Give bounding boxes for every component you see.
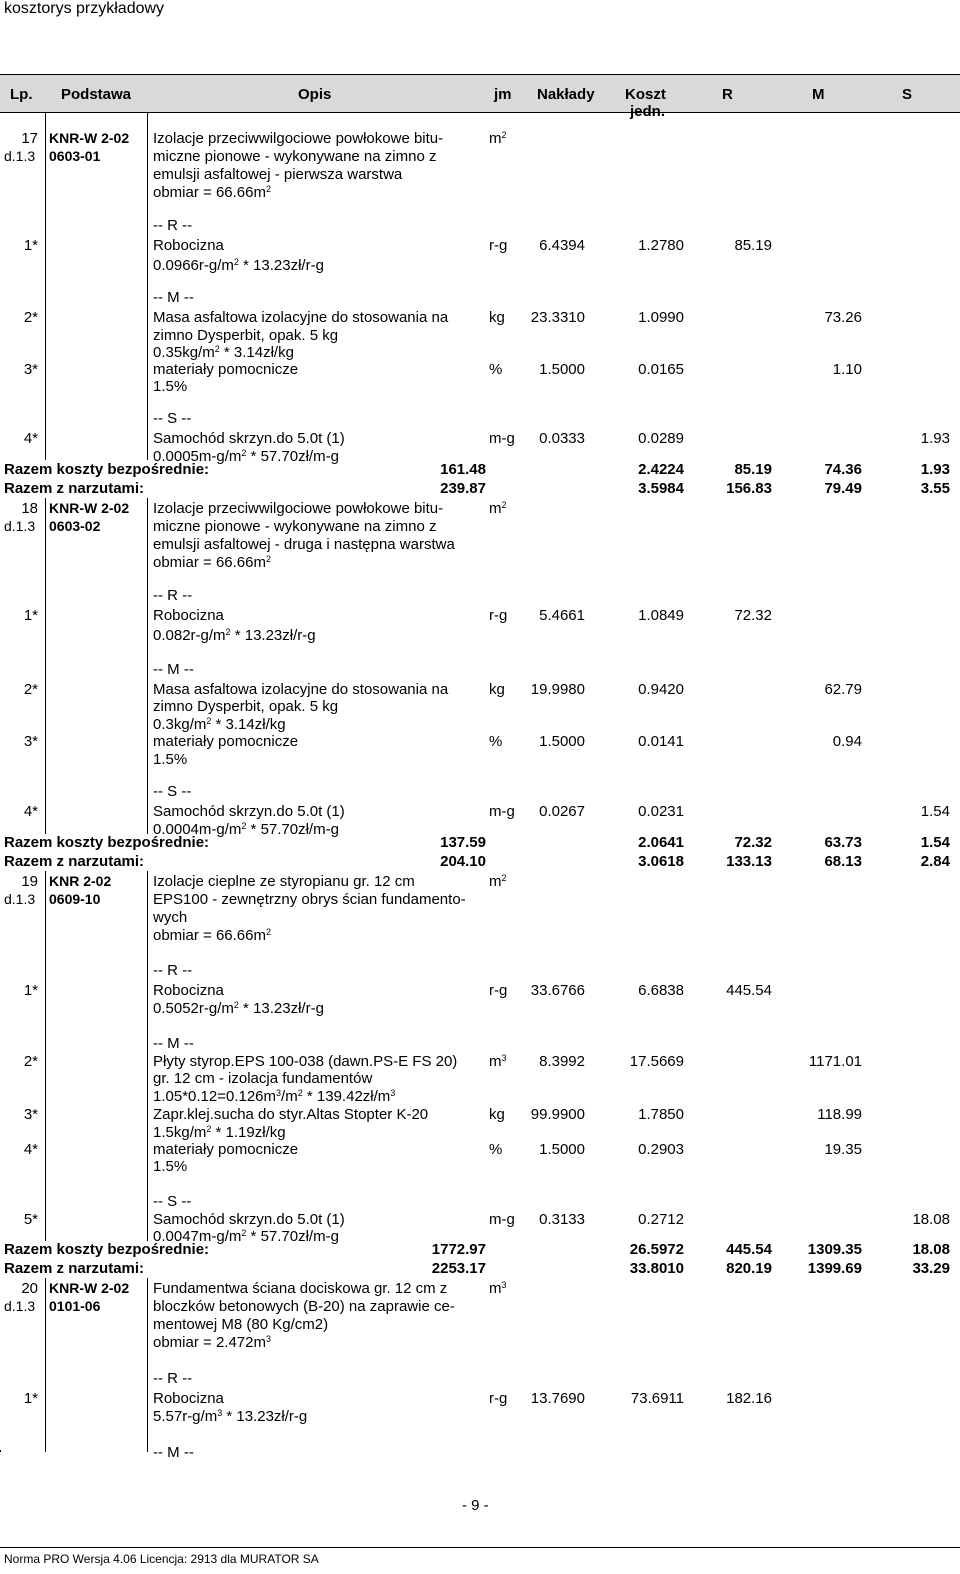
column-divider xyxy=(45,1278,46,1452)
resource-unit-cost: 1.0990 xyxy=(638,309,684,326)
summary-total: 204.10 xyxy=(440,853,486,870)
summary-labour: 133.13 xyxy=(726,853,772,870)
resource-unit-cost: 6.6838 xyxy=(638,982,684,999)
resource-number: 2* xyxy=(23,1053,38,1070)
resource-quantity: 1.5000 xyxy=(539,1141,585,1158)
resource-quantity: 0.0333 xyxy=(539,430,585,447)
header-m: M xyxy=(812,86,825,103)
position-chapter: d.1.3 xyxy=(4,1298,36,1314)
header-naklady: Nakłady xyxy=(537,86,595,103)
resource-unit: kg xyxy=(489,681,505,698)
summary-equipment: 1.54 xyxy=(920,834,950,851)
resource-equipment-value: 18.08 xyxy=(912,1211,950,1228)
summary-unit-cost: 33.8010 xyxy=(629,1260,684,1277)
resource-quantity: 23.3310 xyxy=(530,309,585,326)
resource-description: Zapr.klej.sucha do styr.Altas Stopter K-20 xyxy=(153,1106,429,1123)
resource-description: -- M -- xyxy=(153,661,194,678)
resource-quantity: 0.3133 xyxy=(539,1211,585,1228)
position-description-line: emulsji asfaltowej - pierwsza warstwa xyxy=(153,166,403,183)
summary-material: 79.49 xyxy=(824,480,862,497)
resource-description: Robocizna xyxy=(153,1390,224,1407)
resource-description: $0.0005m-g/m^2$ * 57.70zł/m-g xyxy=(153,448,339,465)
resource-unit: r-g xyxy=(489,237,508,254)
resource-description: -- R -- xyxy=(153,962,193,979)
header-top-border xyxy=(0,74,960,75)
resource-number: 2* xyxy=(23,681,38,698)
position-basis-table: 0603-02 xyxy=(49,518,101,534)
position-chapter: d.1.3 xyxy=(4,891,36,907)
position-number: 18 xyxy=(21,500,38,517)
position-description-line: miczne pionowe - wykonywane na zimno z xyxy=(153,518,437,535)
summary-total: 137.59 xyxy=(440,834,486,851)
resource-unit-cost: 0.9420 xyxy=(638,681,684,698)
position-description-line: Fundamentwa ściana dociskowa gr. 12 cm z xyxy=(153,1280,448,1297)
resource-quantity: 8.3992 xyxy=(539,1053,585,1070)
summary-label: Razem z narzutami: xyxy=(4,480,145,497)
resource-description: -- M -- xyxy=(153,1444,194,1461)
position-description-line: obmiar = $66.66m^2$ xyxy=(153,554,271,571)
column-divider xyxy=(147,112,148,460)
header-s: S xyxy=(902,86,913,103)
resource-description: $1.05*0.12=0.126m^3/m^2$ * $139.42zł/m^3$ xyxy=(153,1088,396,1105)
position-description-line: Izolacje cieplne ze styropianu gr. 12 cm xyxy=(153,873,415,890)
resource-unit-cost: 17.5669 xyxy=(629,1053,684,1070)
resource-description: Samochód skrzyn.do 5.0t (1) xyxy=(153,803,345,820)
resource-description: -- S -- xyxy=(153,410,192,427)
column-divider xyxy=(45,498,46,834)
resource-equipment-value: 1.93 xyxy=(920,430,950,447)
position-chapter: d.1.3 xyxy=(4,518,36,534)
resource-description: zimno Dysperbit, opak. 5 kg xyxy=(153,327,339,344)
summary-unit-cost: 3.5984 xyxy=(638,480,684,497)
column-divider xyxy=(147,871,148,1241)
resource-description: Robocizna xyxy=(153,982,224,999)
position-description-line: obmiar = $66.66m^2$ xyxy=(153,927,271,944)
resource-material-value: 1.10 xyxy=(832,361,862,378)
table-end-mark xyxy=(0,1450,1,1452)
position-basis-catalog: KNR-W 2-02 xyxy=(49,1280,130,1296)
resource-unit-cost: 0.0289 xyxy=(638,430,684,447)
resource-quantity: 1.5000 xyxy=(539,733,585,750)
position-basis-catalog: KNR-W 2-02 xyxy=(49,130,130,146)
resource-unit-cost: 1.2780 xyxy=(638,237,684,254)
position-description-line: bloczków betonowych (B-20) na zaprawie ce- xyxy=(153,1298,455,1315)
summary-unit-cost: 2.0641 xyxy=(638,834,684,851)
footer-rule xyxy=(0,1547,960,1548)
resource-labour-value: 85.19 xyxy=(734,237,772,254)
summary-material: 63.73 xyxy=(824,834,862,851)
resource-description: Robocizna xyxy=(153,607,224,624)
resource-description: $0.0047m-g/m^2$ * 57.70zł/m-g xyxy=(153,1228,339,1245)
resource-unit-cost: 73.6911 xyxy=(630,1390,684,1407)
summary-material: 74.36 xyxy=(824,461,862,478)
position-description-line: obmiar = $2.472m^3$ xyxy=(153,1334,271,1351)
summary-equipment: 1.93 xyxy=(920,461,950,478)
resource-number: 4* xyxy=(23,803,38,820)
summary-material: 1309.35 xyxy=(807,1241,862,1258)
summary-labour: 72.32 xyxy=(734,834,772,851)
position-unit: $m^2$ xyxy=(489,130,507,147)
resource-unit-cost: 0.0141 xyxy=(638,733,684,750)
resource-unit: r-g xyxy=(489,982,508,999)
summary-label: Razem z narzutami: xyxy=(4,1260,145,1277)
resource-number: 1* xyxy=(23,607,38,624)
header-opis: Opis xyxy=(298,86,332,103)
header-koszt: Koszt xyxy=(625,86,666,103)
resource-number: 3* xyxy=(23,361,38,378)
resource-unit-cost: 0.0165 xyxy=(638,361,684,378)
resource-description: 1.5% xyxy=(153,751,188,768)
summary-equipment: 2.84 xyxy=(920,853,950,870)
summary-material: 68.13 xyxy=(824,853,862,870)
resource-labour-value: 72.32 xyxy=(734,607,772,624)
position-basis-catalog: KNR-W 2-02 xyxy=(49,500,130,516)
summary-total: 1772.97 xyxy=(431,1241,486,1258)
resource-equipment-value: 1.54 xyxy=(920,803,950,820)
summary-material: 1399.69 xyxy=(807,1260,862,1277)
column-divider xyxy=(45,112,46,460)
position-basis-table: 0101-06 xyxy=(49,1298,101,1314)
resource-unit: m-g xyxy=(489,430,515,447)
position-description-line: obmiar = $66.66m^2$ xyxy=(153,184,271,201)
resource-description: -- M -- xyxy=(153,289,194,306)
summary-total: 239.87 xyxy=(440,480,486,497)
header-r: R xyxy=(722,86,733,103)
resource-description: $0.3kg/m^2$ * 3.14zł/kg xyxy=(153,716,286,733)
column-divider xyxy=(147,498,148,834)
resource-description: $0.0004m-g/m^2$ * 57.70zł/m-g xyxy=(153,821,339,838)
resource-material-value: 73.26 xyxy=(824,309,862,326)
resource-quantity: 1.5000 xyxy=(539,361,585,378)
summary-labour: 445.54 xyxy=(726,1241,772,1258)
position-description-line: wych xyxy=(153,909,188,926)
summary-equipment: 3.55 xyxy=(920,480,950,497)
summary-unit-cost: 3.0618 xyxy=(638,853,684,870)
position-description-line: mentowej M8 (80 Kg/cm2) xyxy=(153,1316,329,1333)
resource-quantity: 33.6766 xyxy=(530,982,585,999)
resource-material-value: 0.94 xyxy=(832,733,862,750)
resource-description: $1.5kg/m^2$ * 1.19zł/kg xyxy=(153,1124,286,1141)
resource-number: 2* xyxy=(23,309,38,326)
resource-material-value: 62.79 xyxy=(824,681,862,698)
resource-description: materiały pomocnicze xyxy=(153,361,299,378)
page-number: - 9 - xyxy=(462,1497,489,1514)
resource-unit-cost: 0.2903 xyxy=(638,1141,684,1158)
summary-labour: 156.83 xyxy=(726,480,772,497)
position-description-line: Izolacje przeciwwilgociowe powłokowe bitu- xyxy=(153,500,444,517)
resource-description: materiały pomocnicze xyxy=(153,733,299,750)
resource-unit: m-g xyxy=(489,803,515,820)
resource-description: materiały pomocnicze xyxy=(153,1141,299,1158)
resource-description: $0.5052r-g/m^2$ * 13.23zł/r-g xyxy=(153,1000,324,1017)
position-basis-table: 0609-10 xyxy=(49,891,101,907)
resource-number: 3* xyxy=(23,1106,38,1123)
resource-description: Masa asfaltowa izolacyjne do stosowania na xyxy=(153,309,449,326)
resource-description: $0.0966r-g/m^2$ * 13.23zł/r-g xyxy=(153,257,324,274)
header-bottom-border xyxy=(0,112,960,113)
resource-description: Samochód skrzyn.do 5.0t (1) xyxy=(153,1211,345,1228)
resource-quantity: 13.7690 xyxy=(530,1390,585,1407)
resource-number: 1* xyxy=(23,982,38,999)
summary-unit-cost: 26.5972 xyxy=(629,1241,684,1258)
resource-material-value: 118.99 xyxy=(817,1106,862,1123)
resource-quantity: 19.9980 xyxy=(530,681,585,698)
summary-equipment: 18.08 xyxy=(912,1241,950,1258)
resource-description: -- R -- xyxy=(153,587,193,604)
resource-description: -- R -- xyxy=(153,1370,193,1387)
resource-number: 4* xyxy=(23,430,38,447)
resource-unit: $m^3$ xyxy=(489,1053,507,1070)
resource-unit: % xyxy=(489,1141,503,1158)
summary-label: Razem z narzutami: xyxy=(4,853,145,870)
resource-description: Masa asfaltowa izolacyjne do stosowania na xyxy=(153,681,449,698)
resource-number: 5* xyxy=(23,1211,38,1228)
header-jm: jm xyxy=(494,86,512,103)
resource-description: gr. 12 cm - izolacja fundamentów xyxy=(153,1070,373,1087)
column-divider xyxy=(45,871,46,1241)
summary-total: 2253.17 xyxy=(431,1260,486,1277)
position-number: 19 xyxy=(21,873,38,890)
resource-unit: r-g xyxy=(489,607,508,624)
summary-equipment: 33.29 xyxy=(912,1260,950,1277)
header-koszt-jedn: jedn. xyxy=(630,103,666,120)
resource-unit: kg xyxy=(489,309,505,326)
resource-unit-cost: 1.0849 xyxy=(638,607,684,624)
position-number: 17 xyxy=(21,130,38,147)
summary-label: Razem koszty bezpośrednie: xyxy=(4,834,210,851)
position-basis-table: 0603-01 xyxy=(49,148,101,164)
resource-quantity: 99.9900 xyxy=(530,1106,585,1123)
resource-number: 1* xyxy=(23,1390,38,1407)
resource-description: -- S -- xyxy=(153,1193,192,1210)
resource-number: 3* xyxy=(23,733,38,750)
resource-unit-cost: 1.7850 xyxy=(638,1106,684,1123)
document-title: kosztorys przykładowy xyxy=(4,0,165,17)
resource-unit: % xyxy=(489,361,503,378)
position-basis-catalog: KNR 2-02 xyxy=(49,873,112,889)
position-unit: $m^2$ xyxy=(489,500,507,517)
header-lp: Lp. xyxy=(10,86,33,103)
resource-number: 4* xyxy=(23,1141,38,1158)
resource-unit-cost: 0.2712 xyxy=(638,1211,684,1228)
position-description-line: Izolacje przeciwwilgociowe powłokowe bitu- xyxy=(153,130,444,147)
summary-labour: 85.19 xyxy=(734,461,772,478)
summary-total: 161.48 xyxy=(440,461,486,478)
resource-description: $5.57r-g/m^3$ * 13.23zł/r-g xyxy=(153,1408,308,1425)
position-number: 20 xyxy=(21,1280,38,1297)
resource-description: -- M -- xyxy=(153,1035,194,1052)
resource-unit: r-g xyxy=(489,1390,508,1407)
summary-label: Razem koszty bezpośrednie: xyxy=(4,461,210,478)
summary-labour: 820.19 xyxy=(726,1260,772,1277)
footer-text: Norma PRO Wersja 4.06 Licencja: 2913 dla MURATOR SA xyxy=(4,1552,319,1566)
resource-quantity: 0.0267 xyxy=(539,803,585,820)
resource-labour-value: 182.16 xyxy=(726,1390,772,1407)
resource-number: 1* xyxy=(23,237,38,254)
resource-description: -- S -- xyxy=(153,783,192,800)
resource-description: Samochód skrzyn.do 5.0t (1) xyxy=(153,430,345,447)
resource-labour-value: 445.54 xyxy=(726,982,772,999)
column-divider xyxy=(147,1278,148,1452)
resource-material-value: 1171.01 xyxy=(808,1053,862,1070)
position-chapter: d.1.3 xyxy=(4,148,36,164)
position-description-line: emulsji asfaltowej - druga i następna warstwa xyxy=(153,536,455,553)
resource-description: Robocizna xyxy=(153,237,224,254)
resource-unit: m-g xyxy=(489,1211,515,1228)
position-unit: $m^3$ xyxy=(489,1280,507,1297)
summary-unit-cost: 2.4224 xyxy=(638,461,684,478)
resource-description: 1.5% xyxy=(153,378,188,395)
position-unit: $m^2$ xyxy=(489,873,507,890)
position-description-line: miczne pionowe - wykonywane na zimno z xyxy=(153,148,437,165)
resource-quantity: 5.4661 xyxy=(539,607,585,624)
resource-description: 1.5% xyxy=(153,1158,188,1175)
resource-unit: kg xyxy=(489,1106,505,1123)
resource-description: -- R -- xyxy=(153,217,193,234)
resource-unit: % xyxy=(489,733,503,750)
resource-material-value: 19.35 xyxy=(824,1141,862,1158)
resource-description: zimno Dysperbit, opak. 5 kg xyxy=(153,698,339,715)
resource-unit-cost: 0.0231 xyxy=(638,803,684,820)
position-description-line: EPS100 - zewnętrzny obrys ścian fundamento- xyxy=(153,891,466,908)
resource-description: Płyty styrop.EPS 100-038 (dawn.PS-E FS 20) xyxy=(153,1053,458,1070)
resource-quantity: 6.4394 xyxy=(539,237,585,254)
resource-description: $0.35kg/m^2$ * 3.14zł/kg xyxy=(153,344,294,361)
summary-label: Razem koszty bezpośrednie: xyxy=(4,1241,210,1258)
header-podstawa: Podstawa xyxy=(61,86,132,103)
resource-description: $0.082r-g/m^2$ * 13.23zł/r-g xyxy=(153,627,316,644)
